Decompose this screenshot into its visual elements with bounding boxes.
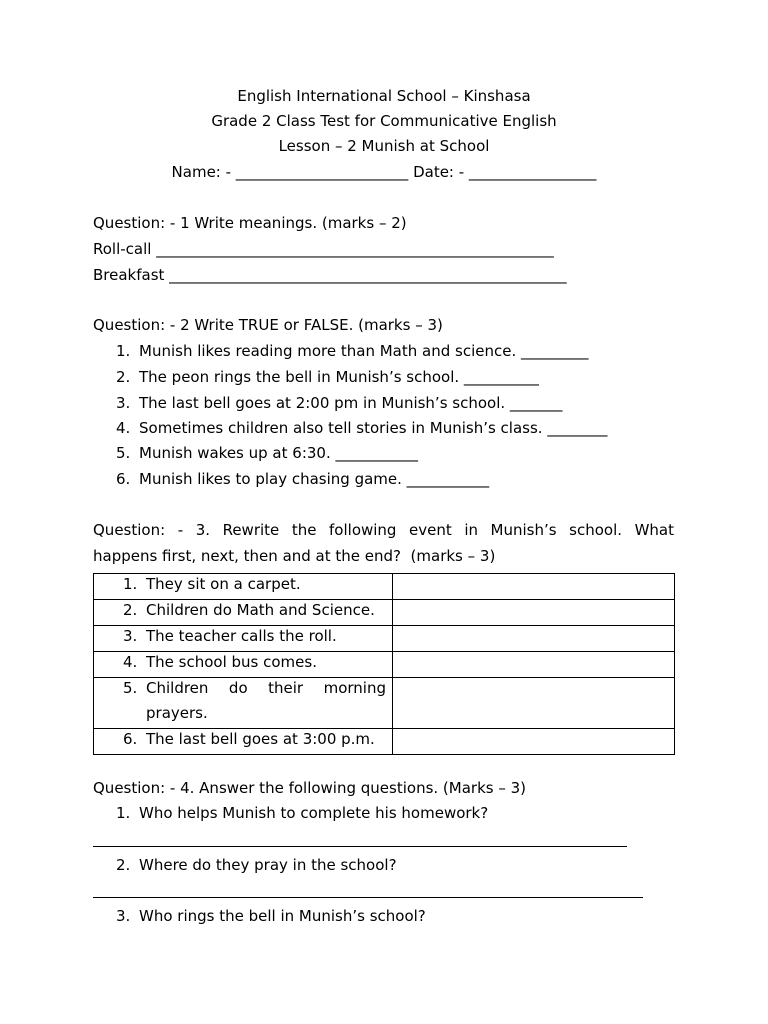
q1-item-rollcall: Roll-call _____________________________________________________ — [93, 240, 554, 258]
event-text: Children do Math and Science. — [146, 601, 375, 619]
row-number: 6. — [123, 730, 138, 748]
q2-item-text: Munish wakes up at 6:30. ___________ — [139, 444, 418, 462]
answer-cell[interactable] — [393, 600, 675, 626]
q2-item-number: 3. — [116, 394, 131, 412]
row-number: 4. — [123, 653, 138, 671]
q3-title-line1: Question: - 3. Rewrite the following event in Munish’s school. What — [93, 521, 674, 539]
q2-item-text: Sometimes children also tell stories in Munish’s class. ________ — [139, 419, 608, 437]
answer-cell[interactable] — [393, 678, 675, 729]
q2-item-text: The last bell goes at 2:00 pm in Munish’s school. _______ — [139, 394, 563, 412]
q2-item-number: 2. — [116, 368, 131, 386]
q4-item-number: 3. — [116, 907, 131, 925]
school-name: English International School – Kinshasa — [237, 87, 531, 105]
table-row — [94, 678, 675, 729]
q3-title-line2: happens first, next, then and at the end? (marks – 3) — [93, 547, 496, 565]
table-row — [94, 574, 675, 600]
row-number: 3. — [123, 627, 138, 645]
table-row — [94, 729, 675, 755]
answer-cell[interactable] — [393, 574, 675, 600]
q4-title: Question: - 4. Answer the following questions. (Marks – 3) — [93, 779, 527, 797]
q2-item-number: 6. — [116, 470, 131, 488]
event-text: They sit on a carpet. — [146, 575, 301, 593]
table-row — [94, 652, 675, 678]
answer-cell[interactable] — [393, 626, 675, 652]
answer-cell[interactable] — [393, 652, 675, 678]
q2-item-number: 4. — [116, 419, 131, 437]
event-text: The teacher calls the roll. — [146, 627, 337, 645]
row-number: 2. — [123, 601, 138, 619]
answer-line[interactable] — [93, 846, 627, 847]
q4-item-number: 1. — [116, 804, 131, 822]
table-row — [94, 626, 675, 652]
q2-title: Question: - 2 Write TRUE or FALSE. (marks – 3) — [93, 316, 443, 334]
q3-sequence-table — [93, 573, 675, 755]
q2-item-text: Munish likes reading more than Math and science. _________ — [139, 342, 589, 360]
q2-item-text: The peon rings the bell in Munish’s school. __________ — [139, 368, 539, 386]
q2-item-number: 1. — [116, 342, 131, 360]
answer-cell[interactable] — [393, 729, 675, 755]
answer-line[interactable] — [93, 897, 643, 898]
row-number: 1. — [123, 575, 138, 593]
q2-item-text: Munish likes to play chasing game. ___________ — [139, 470, 490, 488]
q1-item-breakfast: Breakfast _____________________________________________________ — [93, 266, 567, 284]
event-text: The school bus comes. — [146, 653, 317, 671]
q4-item-text: Who helps Munish to complete his homework? — [139, 804, 489, 822]
table-row — [94, 600, 675, 626]
event-text: Children do their morning — [146, 679, 386, 697]
row-number: 5. — [123, 679, 138, 697]
q4-item-text: Where do they pray in the school? — [139, 856, 397, 874]
q2-item-number: 5. — [116, 444, 131, 462]
lesson-title: Lesson – 2 Munish at School — [278, 137, 490, 155]
q1-title: Question: - 1 Write meanings. (marks – 2) — [93, 214, 407, 232]
name-date-line: Name: - _______________________ Date: - _________________ — [171, 163, 597, 181]
q4-item-text: Who rings the bell in Munish’s school? — [139, 907, 426, 925]
test-title: Grade 2 Class Test for Communicative English — [211, 112, 557, 130]
q4-item-number: 2. — [116, 856, 131, 874]
event-text-continued: prayers. — [146, 704, 208, 722]
event-text: The last bell goes at 3:00 p.m. — [146, 730, 375, 748]
